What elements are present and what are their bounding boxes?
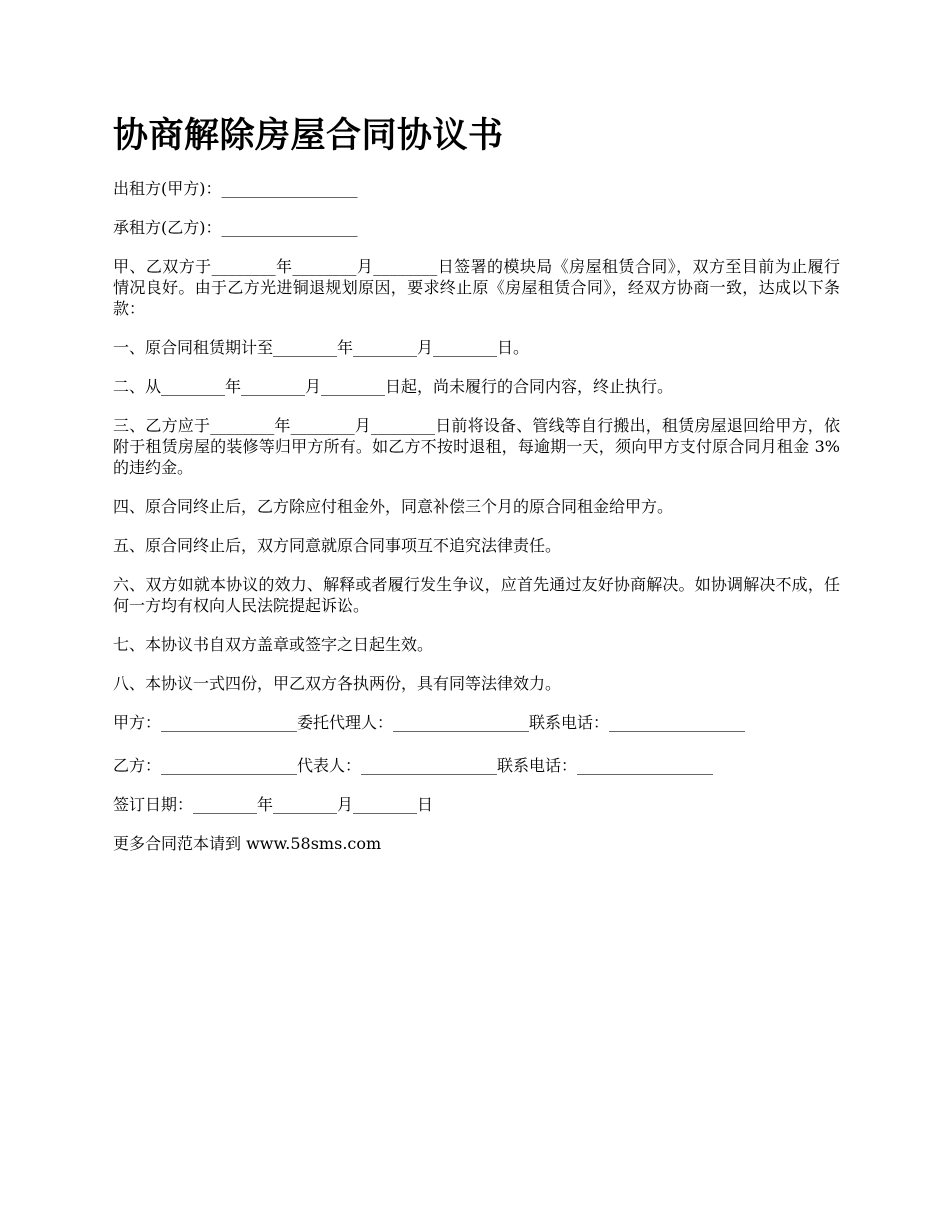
contract-document xyxy=(113,112,840,872)
document-title: 协商解除房屋合同协议书 xyxy=(113,116,504,156)
party-b-signature-line: 乙方：_________________代表人：_________________联系电话：_________________ xyxy=(113,756,714,775)
signing-date-line: 签订日期：________年________月________日 xyxy=(113,795,434,814)
lessor-line: 出租方(甲方)：_________________ xyxy=(113,179,358,198)
clause-4: 四、原合同终止后，乙方除应付租金外，同意补偿三个月的原合同租金给甲方。 xyxy=(113,497,674,516)
intro-paragraph: 甲、乙双方于________年________月________日签署的模块局《房屋租赁合同》，双方至目前为止履行情况良好。由于乙方光进铜退规划原因，要求终止原《房屋租赁合同》，经双方协商一致，达成以下条款： xyxy=(113,257,840,318)
footer-note: 更多合同范本请到 www.58sms.com xyxy=(113,834,382,853)
clause-3: 三、乙方应于________年________月________日前将设备、管线等自行搬出，租赁房屋退回给甲方，依附于租赁房屋的装修等归甲方所有。如乙方不按时退租，每逾期一天，须向甲方支付原合同月租金 3%的违约金。 xyxy=(113,416,840,477)
clause-1: 一、原合同租赁期计至________年________月________日。 xyxy=(113,338,530,357)
clause-5: 五、原合同终止后，双方同意就原合同事项互不追究法律责任。 xyxy=(113,536,562,555)
clause-6: 六、双方如就本协议的效力、解释或者履行发生争议，应首先通过友好协商解决。如协调解决不成，任何一方均有权向人民法院提起诉讼。 xyxy=(113,575,840,615)
clause-8: 八、本协议一式四份，甲乙双方各执两份，具有同等法律效力。 xyxy=(113,674,562,693)
party-a-signature-line: 甲方：_________________委托代理人：_________________联系电话：_________________ xyxy=(113,713,746,732)
lessee-line: 承租方(乙方)：_________________ xyxy=(113,218,358,237)
clause-2: 二、从________年________月________日起，尚未履行的合同内容，终止执行。 xyxy=(113,377,674,396)
clause-7: 七、本协议书自双方盖章或签字之日起生效。 xyxy=(113,635,434,654)
